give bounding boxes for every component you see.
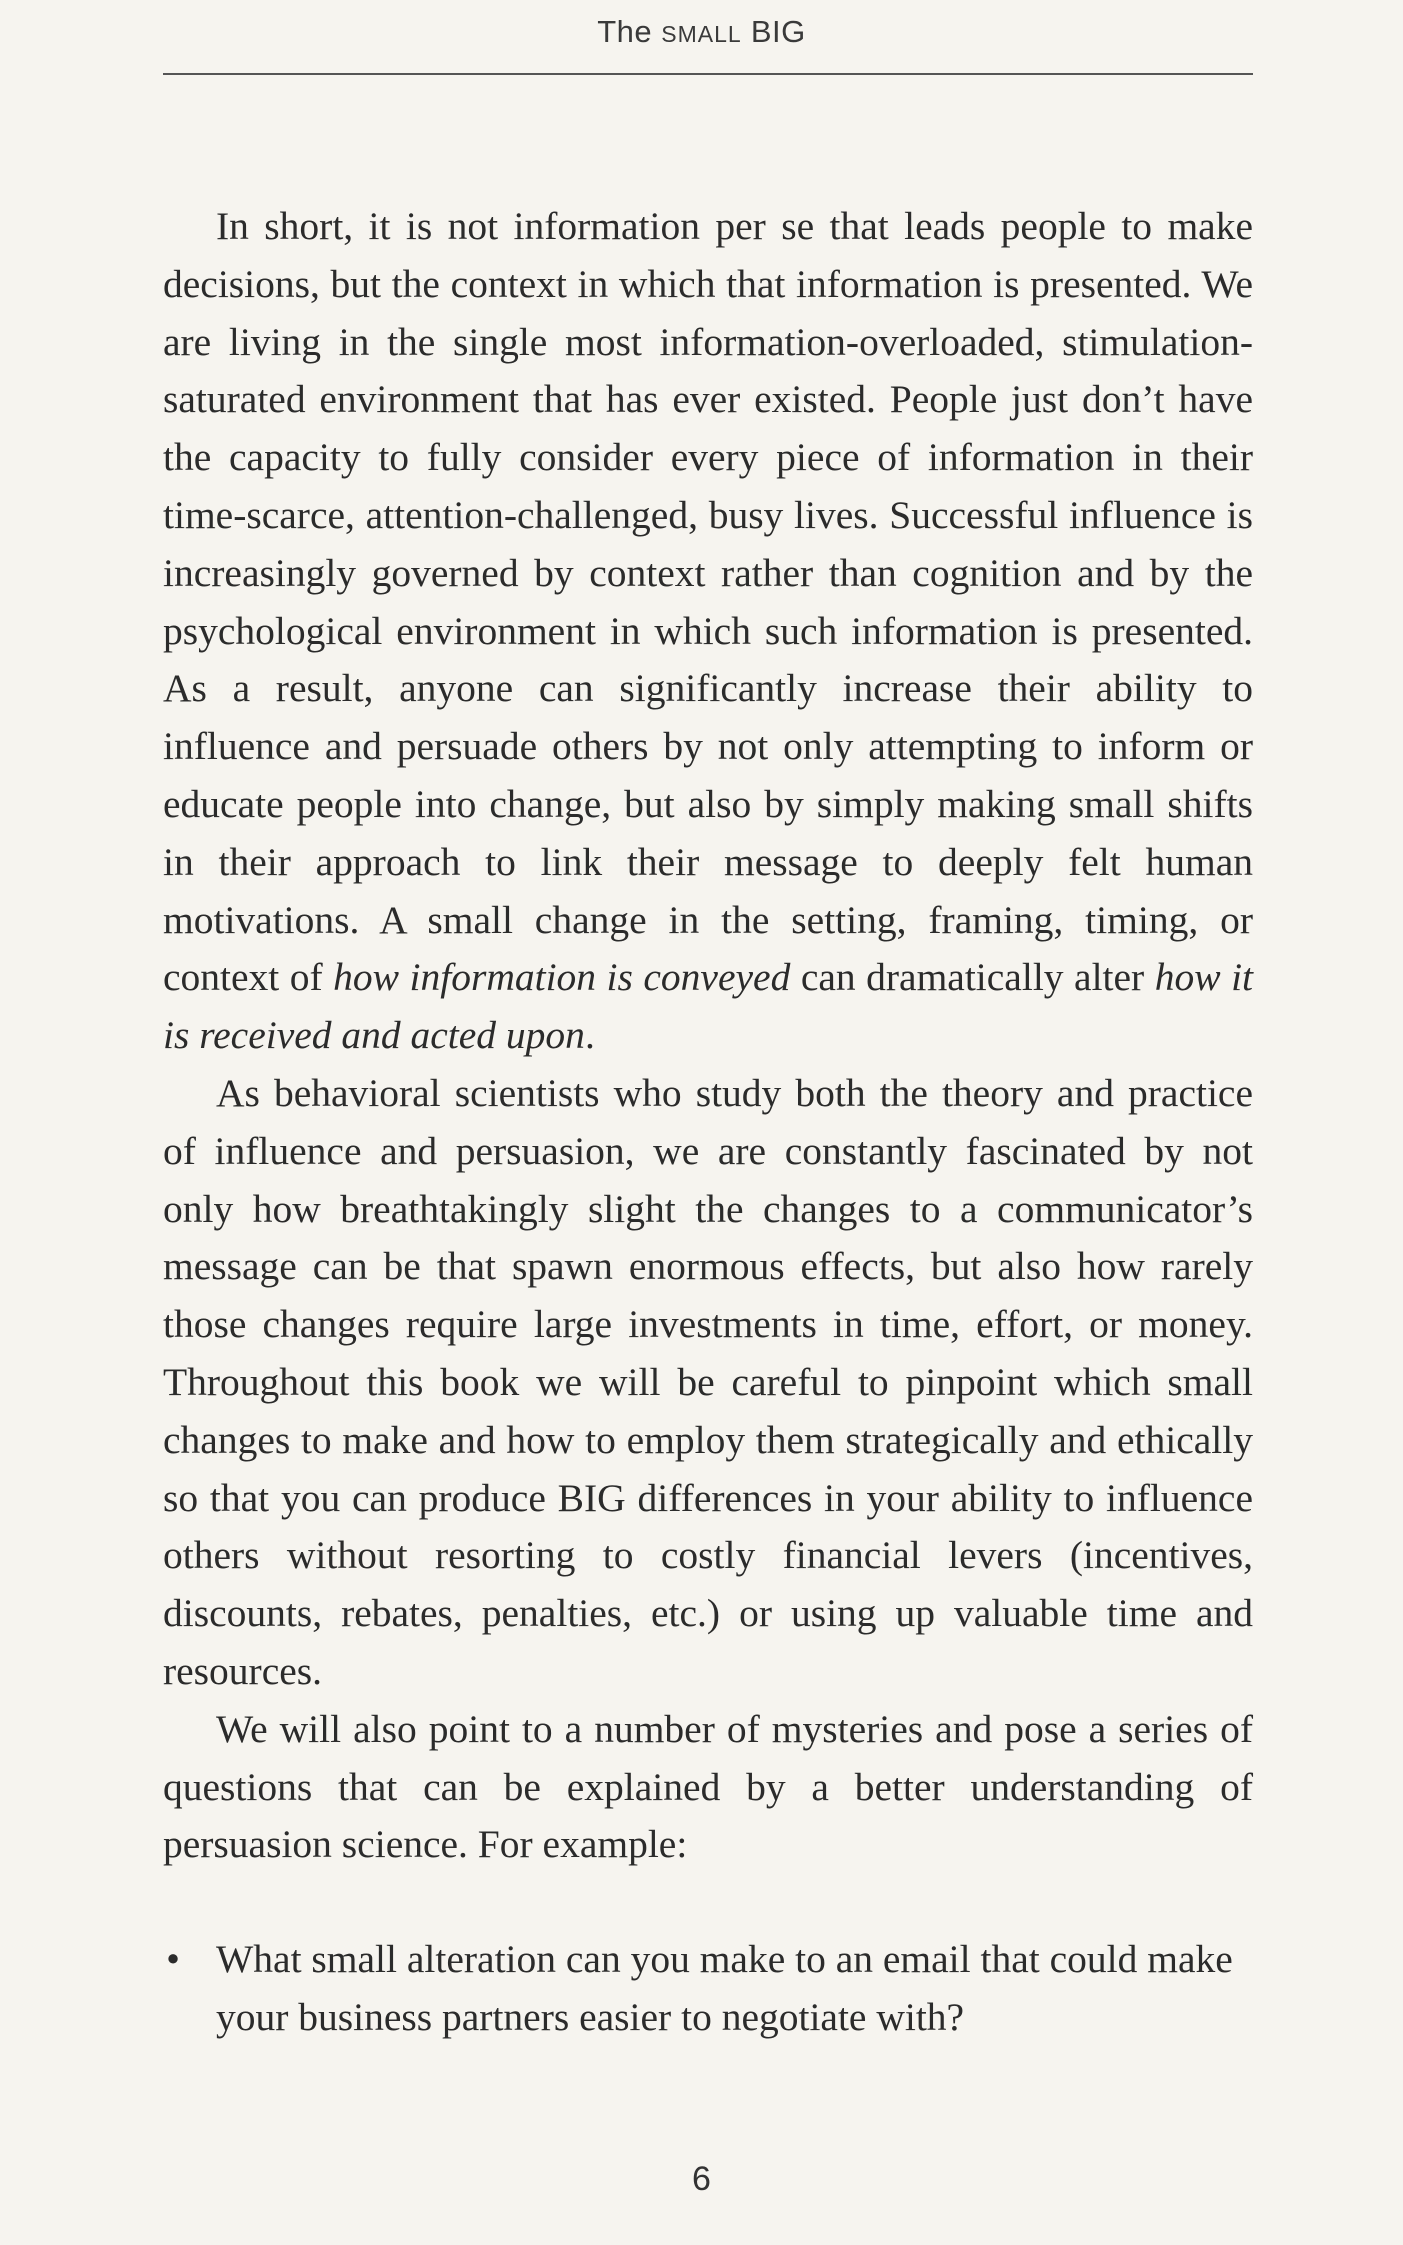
running-head-big: BIG	[741, 14, 806, 49]
paragraph-1-text-a: In short, it is not information per se that leads people to make decisions, but the context in which that information is presented. We are living in the single most information-overloaded, stimulation-saturated environment that has ever existed. People just don’t have the capacity to fully consider every piece of information in their time-scarce, attention-challenged, busy lives. Successful influence is increasingly governed by context rather than cognition and by the psychological environment in which such information is presented. As a result, anyone can significantly increase their ability to influence and persuade others by not only attempting to inform or educate people into change, but also by simply making small shifts in their approach to link their message to deeply felt human motivations. A small change in the setting, framing, timing, or context of	[163, 204, 1253, 1000]
bullet-list	[163, 1931, 1253, 2047]
paragraph-1-text-c: .	[584, 1013, 595, 1058]
paragraph-1-emphasis-b: how it is received and acted upon	[163, 955, 1254, 1058]
bullet-item-text: What small alteration can you make to an email that could make your business partners easier to negotiate with?	[216, 1937, 1233, 2039]
running-head	[0, 14, 1403, 50]
page-number: 6	[692, 2160, 711, 2198]
header-rule	[163, 73, 1253, 75]
paragraph-1-emphasis-a: how information is conveyed	[333, 955, 791, 1000]
bullet-item	[163, 1931, 1253, 2047]
bullet-icon: •	[166, 1937, 180, 1982]
page-body	[163, 198, 1253, 2047]
paragraph-1	[163, 198, 1253, 1065]
running-head-the: The	[597, 14, 662, 49]
running-head-small: SMALL	[661, 21, 742, 47]
paragraph-3: We will also point to a number of mysteries and pose a series of questions that can be explained by a better understanding of persuasion science. For example:	[163, 1706, 1253, 1867]
paragraph-2: As behavioral scientists who study both the theory and practice of influence and persuasion, we are constantly fascinated by not only how breathtakingly slight the changes to a communicator’s message can be that spawn enormous effects, but also how rarely those changes require large investments in time, effort, or money. Throughout this book we will be careful to pinpoint which small changes to make and how to employ them strategically and ethically so that you can produce BIG differences in your ability to influence others without resorting to costly financial levers (incentives, discounts, rebates, penalties, etc.) or using up valuable time and resources.	[163, 1070, 1253, 1693]
paragraph-1-text-b: can dramatically alter	[790, 955, 1155, 1000]
